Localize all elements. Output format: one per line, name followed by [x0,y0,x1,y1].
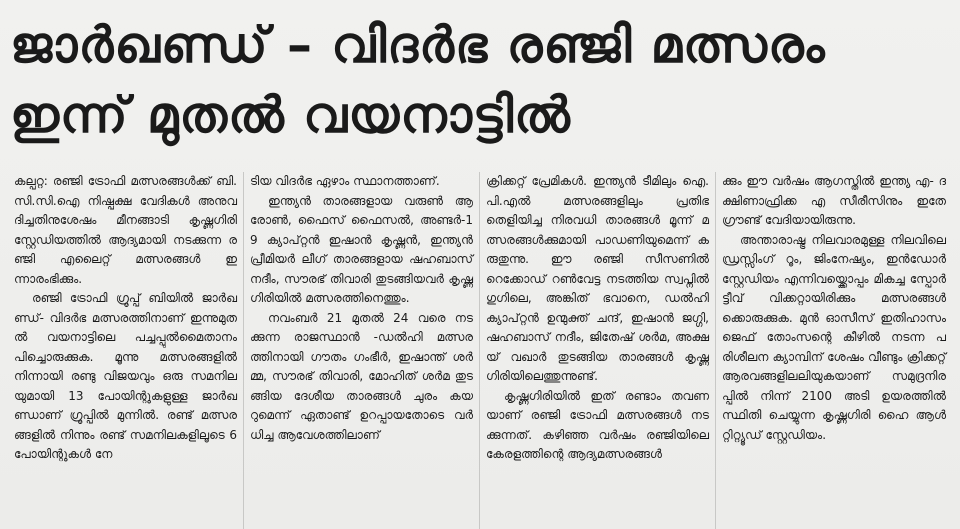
article-paragraph: ടിയ വിദർഭ ഏഴാം സ്ഥാനത്താണ്. [250,174,440,188]
headline [10,10,950,150]
article-paragraph: കല്പറ്റ: രഞ്ജി ട്രോഫി മത്സരങ്ങൾക്ക് ബി.സി.സി.ഐ നിഷ്പക്ഷ വേദികൾ അനുവദിച്ചതിനുശേഷം മീനങ്ങാടി കൃഷ്ണഗിരി സ്റ്റേഡിയത്തിൽ ആദ്യമായി നടക്കുന്ന രഞ്ജി എലൈറ്റ് മത്സരങ്ങൾ ഇന്നാരംഭിക്കും. [14,174,237,286]
article-paragraph: ക്രിക്കറ്റ് പ്രേമികൾ. ഇന്ത്യൻ ടീമിലും ഐ.പി.എൽ മത്സരങ്ങളിലും പ്രതിഭ തെളിയിച്ച നിരവധി താരങ്ങൾ മൂന്ന് മത്സരങ്ങൾക്കുമായി പാഡണിയുമെന്ന് കരുതുന്നു. ഈ രഞ്ജി സീസണിൽ റെക്കോഡ് റൺവേട്ട നടത്തിയ സ്വപ്നിൽ ഗുഗിലെ, അങ്കിത് ഭവാനെ, ഡൽഹി ക്യാപ്റ്റൻ ഉന്മുക്ത് ചന്ദ്, ഇഷാൻ ജഗ്ഗി, ഷഹബാസ് നദീം, ജിതേഷ് ശർമ, അക്ഷയ് വഖാർ തുടങ്ങിയ താരങ്ങൾ കൃഷ്ണഗിരിയിലെത്തുന്നുണ്ട്. [486,174,709,383]
article-paragraph: ക്കും ഈ വർഷം ആഗസ്തിൽ ഇന്ത്യ എ- ദക്ഷിണാഫ്രിക്ക എ സീരീസിനും ഇതേ ഗ്രൗണ്ട് വേദിയായിരുന്നു. [722,174,946,227]
headline-line-1: ജാർഖണ്ഡ് – വിദർഭ രഞ്ജി മത്സരം [10,16,826,74]
article-column-3 [480,172,716,529]
article-column-2 [244,172,480,529]
article-paragraph: കൃഷ്ണഗിരിയിൽ ഇത് രണ്ടാം തവണയാണ് രഞ്ജി ട്രോഫി മത്സരങ്ങൾ നടക്കുന്നത്. കഴിഞ്ഞ വർഷം രഞ്ജിയിലെ കേരളത്തിന്റെ ആദ്യമത്സരങ്ങൾ [486,388,709,461]
article-paragraph: അന്താരാഷ്ട്ര നിലവാരമുള്ള നിലവിലെ ഡ്രസ്സിംഗ് റൂം, ജിംനേഷ്യം, ഇൻഡോർ സ്റ്റേഡിയം എന്നിവയ്ക്കൊപ്പം മികച്ച സ്പോർട്ടീവ് വിക്കറ്റായിരിക്കും മത്സരങ്ങൾക്കൊരുക്കുക. മുൻ ഓസീസ് ഇതിഹാസം ജെഫ് തോംസന്റെ കീഴിൽ നടന്ന പരിശീലന ക്യാമ്പിന് ശേഷം വീണ്ടും ക്രിക്കറ്റ് ആരവങ്ങളിലലിയുകയാണ് സമുദ്രനിരപ്പിൽ നിന്ന് 2100 അടി ഉയരത്തിൽ സ്ഥിതി ചെയ്യുന്ന കൃഷ്ണഗിരി ഹൈ ആൾറ്റിറ്റ്യൂഡ് സ്റ്റേഡിയം. [722,232,946,442]
article-columns [8,172,952,529]
article-column-4 [716,172,952,529]
article-paragraph: ഇന്ത്യൻ താരങ്ങളായ വരുൺ ആരോൺ, ഫൈസ് ഫൈസൽ, അണ്ടർ-19 ക്യാപ്റ്റൻ ഇഷാൻ കൃഷ്ണൻ, ഇന്ത്യൻ പ്രീമിയർ ലീഗ് താരങ്ങളായ ഷഹബാസ് നദീം, സൗരഭ് തിവാരി തുടങ്ങിയവർ കൃഷ്ണഗിരിയിൽ മത്സരത്തിനെത്തും. [250,193,473,305]
headline-line-2: ഇന്ന് മുതൽ വയനാട്ടിൽ [10,86,571,144]
article-paragraph: രഞ്ജി ട്രോഫി ഗ്രൂപ്പ് ബിയിൽ ജാർഖണ്ഡ്- വിദർഭ മത്സരത്തിനാണ് ഇന്നുമുതൽ വയനാട്ടിലെ പച്ചപ്പുൽമൈതാനം പിച്ചൊരുക്കുക. മൂന്നു മത്സരങ്ങളിൽ നിന്നായി രണ്ടു വിജയവും ഒരു സമനിലയുമായി 13 പോയിന്റുകളുള്ള ജാർഖണ്ഡാണ് ഗ്രൂപ്പിൽ മുന്നിൽ. രണ്ട് മത്സരങ്ങളിൽ നിന്നും രണ്ട് സമനിലകളിലൂടെ 6 പോയിന്റുകൾ നേ [14,291,237,461]
article-paragraph: നവംബർ 21 മുതൽ 24 വരെ നടക്കുന്ന രാജസ്ഥാൻ -ഡൽഹി മത്സരത്തിനായി ഗൗതം ഗംഭീർ, ഇഷാന്ത് ശർമ്മ, സൗരഭ് തിവാരി, മോഹിത് ശർമ തുടങ്ങിയ ദേശീയ താരങ്ങൾ ചുരം കയറുമെന്ന് ഏതാണ്ട് ഉറപ്പായതോടെ വർധിച്ച ആവേശത്തിലാണ് [250,310,473,442]
article-column-1 [8,172,244,529]
